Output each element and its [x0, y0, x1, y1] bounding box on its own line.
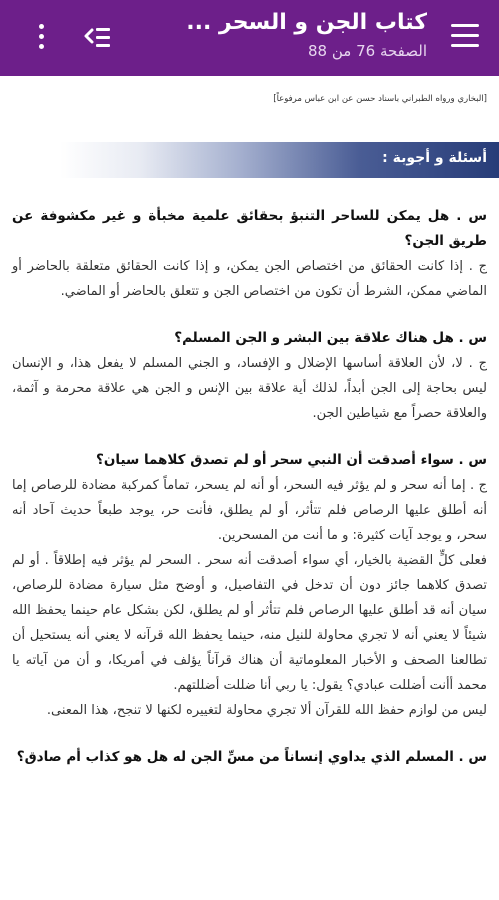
qa-text	[12, 204, 487, 770]
footnote: [البخاري ورواه الطبراني باسناد حسن عن ابن عباس مرفوعاً]	[273, 94, 487, 104]
answer-1: ج . إذا كانت الحقائق من اختصاص الجن يمكن، و إذا كانت الحقائق متعلقة بالحاضر أو الماضي ممكن، الشرط أن تكون من اختصاص الجن و تتعلق بالحاضر أو الماضي.	[12, 259, 487, 299]
section-header	[0, 142, 499, 178]
table-of-contents-icon[interactable]	[82, 24, 114, 52]
question-4: س . المسلم الذي يداوي إنساناً من مسِّ الجن له هل هو كذاب أم صادق؟	[16, 749, 487, 765]
page-indicator: الصفحة 76 من 88	[307, 42, 427, 60]
answer-3-part-1: ج . إما أنه سحر و لم يؤثر فيه السحر، أو أنه لم يسحر، تماماً كمركبة مضادة للرصاص إما أنه أطلق عليها الرصاص فلم تتأثر، أو لم يطلق، فأنت حر، يوجد طبعاً حديث آحاد أنه سحر، و يوجد آيات كثيرة: و ما أنت من المسحرين.	[12, 478, 487, 543]
page-content[interactable]	[0, 76, 499, 900]
answer-2: ج . لا، لأن العلاقة أساسها الإضلال و الإفساد، و الجني المسلم لا يفعل هذا، و الإنسان ليس بحاجة إلى الجن أبداً، لذلك أية علاقة بين الإنس و الجن هي علاقة محرمة و آثمة، والعلاقة حصراً مع شياطين الجن.	[12, 356, 487, 421]
question-1: س . هل يمكن للساحر التنبؤ بحقائق علمية مخبأة و غير مكشوفة عن طريق الجن؟	[12, 208, 487, 249]
app-title: كتاب الجن و السحر ...	[186, 10, 427, 35]
question-3: س . سواء أصدقت أن النبي سحر أو لم تصدق كلاهما سيان؟	[96, 452, 487, 468]
question-2: س . هل هناك علاقة بين البشر و الجن المسلم؟	[174, 330, 487, 346]
menu-icon[interactable]	[451, 24, 479, 50]
section-title: أسئلة و أجوبة :	[382, 150, 487, 166]
answer-3-part-3: ليس من لوازم حفظ الله للقرآن ألا تجري محاولة لتغييره لكنها لا تنجح، هذا المعنى.	[46, 703, 487, 718]
answer-3-part-2: فعلى كلٍّ القضية بالخيار، أي سواء أصدقت أنه سحر . السحر لم يؤثر فيه إطلاقاً . أو لم تصدق كلاهما جائز دون أن تدخل في التفاصيل، و أوضح مثل سيارة مضادة للرصاص، سيان أنه قد أطلق عليها الرصاص فلم تتأثر أو لم يطلق، لكن بشكل عام حينما يحفظ الله شيئاً لا يعني أنه لا تجري محاولة للنيل منه، حينما يحفظ الله قرآنه لا يعني أنه يستحيل أن تطالعنا الصحف و الأخبار المعلوماتية أن هناك قرآناً يؤلف في أمريكا، و أن من آياته يا محمد أأنت أضللت عبادي؟ يقول: يا ربي أنا ضللت أضللتهم.	[12, 553, 487, 693]
app-bar	[0, 0, 499, 76]
title-block	[127, 8, 427, 62]
more-options-icon[interactable]	[36, 24, 46, 52]
